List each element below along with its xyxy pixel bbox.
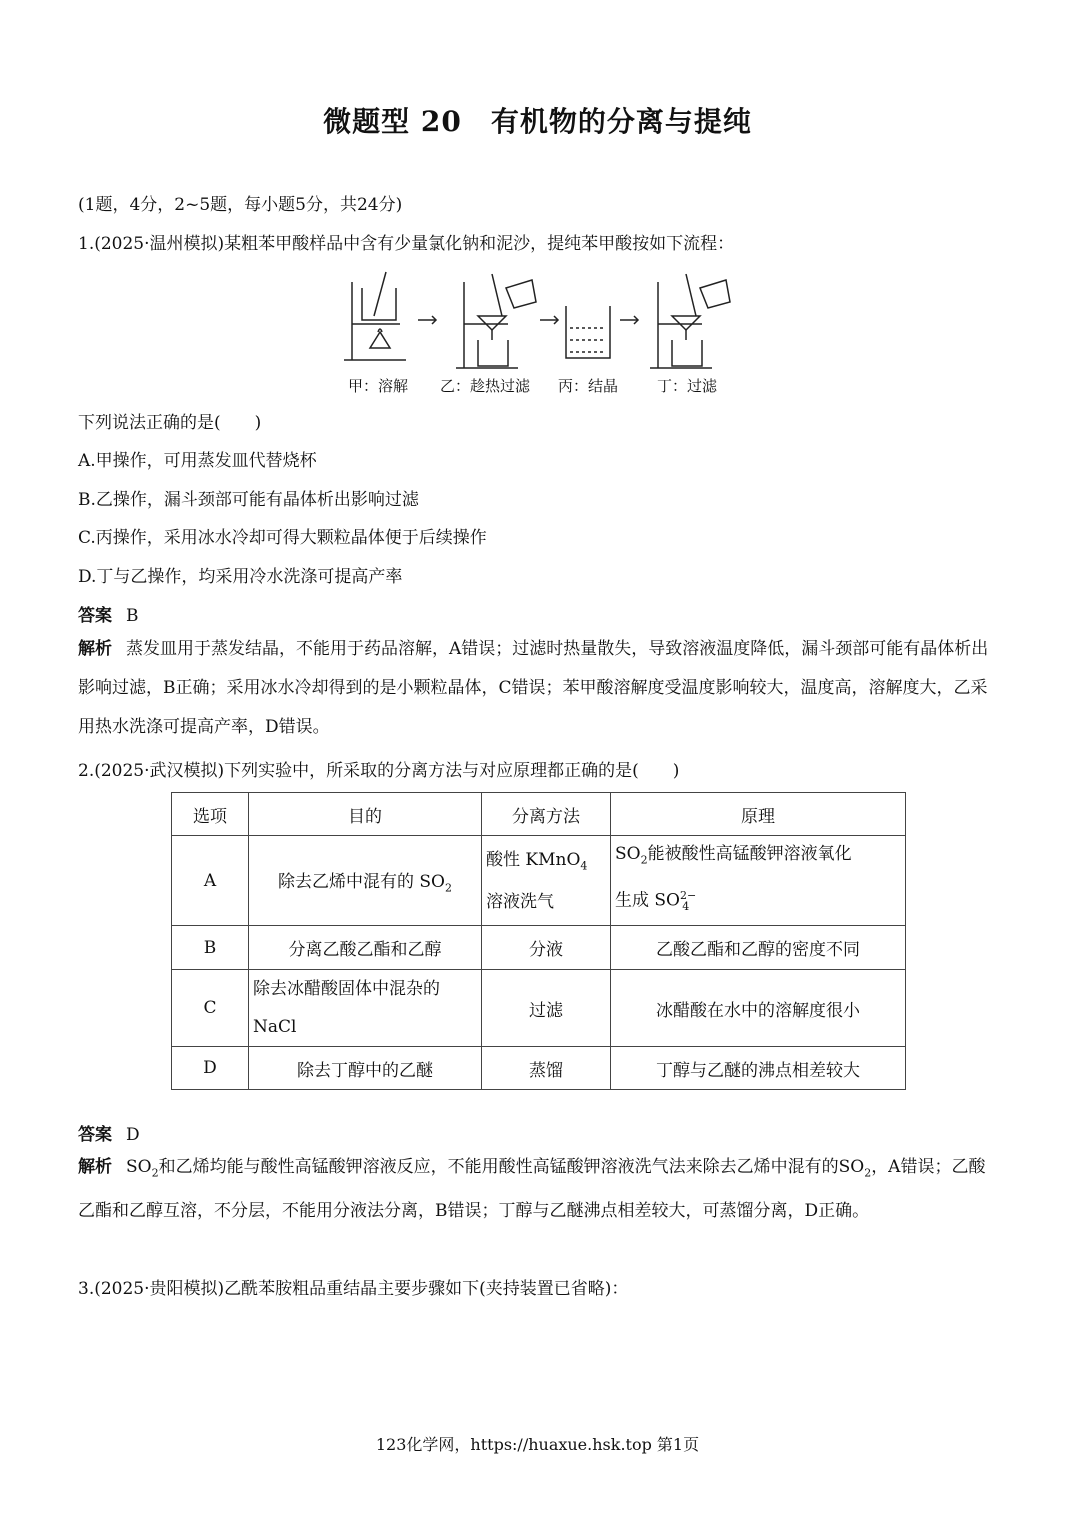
table-row: [172, 1047, 906, 1090]
caption-ding: 丁：过滤: [657, 377, 718, 395]
caption-yi: 乙：趁热过滤: [440, 377, 531, 395]
table-cell: 冰醋酸在水中的溶解度很小: [611, 970, 906, 1047]
table-cell: 乙酸乙酯和乙醇的密度不同: [611, 926, 906, 970]
table-cell: $SO_2$能被酸性高锰酸钾溶液氧化 生成 $SO^{2-}_4$: [611, 836, 906, 926]
table-cell: 过滤: [482, 970, 611, 1047]
q3-stem: 3.(2025·贵阳模拟)乙酰苯胺粗品重结晶主要步骤如下(夹持装置已省略)：: [78, 1279, 629, 1299]
q2-analysis: 解析 $SO_2$和乙烯均能与酸性高锰酸钾溶液反应，不能用酸性高锰酸钾溶液洗气法来除去乙烯中混有的$SO_2$，A错误；乙酸乙酯和乙醇互溶，不分层，不能用分液法分离，B错误；丁醇与乙醚沸点相差较大，可蒸馏分离，D正确。: [78, 1157, 986, 1222]
page-footer: 123化学网，https://huaxue.hsk.top 第1页: [375, 1435, 700, 1454]
q1-option-a: A.甲操作，可用蒸发皿代替烧杯: [78, 451, 317, 471]
table-cell: 丁醇与乙醚的沸点相差较大: [611, 1047, 906, 1090]
table-cell: 分液: [482, 926, 611, 970]
answer-value: D: [126, 1125, 140, 1145]
table-header: 选项: [172, 793, 249, 836]
q2-answer: [78, 1120, 140, 1145]
table-cell: C: [172, 970, 249, 1047]
q1-analysis: [78, 630, 998, 747]
table-cell: A: [172, 836, 249, 926]
table-row: [172, 926, 906, 970]
table-cell: 除去丁醇中的乙醚: [249, 1047, 482, 1090]
table-row: [172, 970, 906, 1047]
table-header: 目的: [249, 793, 482, 836]
q1-option-b: B.乙操作，漏斗颈部可能有晶体析出影响过滤: [78, 490, 419, 510]
options-table: [171, 792, 906, 1090]
table-cell: 蒸馏: [482, 1047, 611, 1090]
table-header: 分离方法: [482, 793, 611, 836]
q2-stem: 2.(2025·武汉模拟)下列实验中，所采取的分离方法与对应原理都正确的是( ): [78, 761, 680, 781]
scoring-note: (1题，4分，2~5题，每小题5分，共24分): [78, 195, 403, 215]
answer-label: 答案: [78, 1125, 112, 1145]
table-cell: B: [172, 926, 249, 970]
analysis-label: 解析: [78, 1157, 112, 1177]
analysis-label: 解析: [78, 639, 112, 659]
analysis-text: 蒸发皿用于蒸发结晶，不能用于药品溶解，A错误；过滤时热量散失，导致溶液温度降低，漏斗颈部可能有晶体析出影响过滤，B正确；采用冰水冷却得到的是小颗粒晶体，C错误；苯甲酸溶解度受温度影响较大，温度高，溶解度大，乙采用热水洗涤可提高产率，D错误。: [78, 639, 989, 737]
table-cell: 除去乙烯中混有的 $SO_2$: [249, 836, 482, 926]
page-title: 微题型 20 有机物的分离与提纯: [323, 105, 752, 138]
table-cell: 分离乙酸乙酯和乙醇: [249, 926, 482, 970]
caption-jia: 甲：溶解: [348, 377, 409, 395]
q1-option-d: D.丁与乙操作，均采用冷水洗涤可提高产率: [78, 567, 403, 587]
q1-answer: [78, 601, 139, 626]
answer-label: 答案: [78, 606, 112, 626]
q1-stem: 1.(2025·温州模拟)某粗苯甲酸样品中含有少量氯化钠和泥沙，提纯苯甲酸按如下流程：: [78, 234, 735, 254]
table-header: 原理: [611, 793, 906, 836]
table-cell: 除去冰醋酸固体中混杂的NaCl: [249, 970, 482, 1047]
q1-option-c: C.丙操作，采用冰水冷却可得大颗粒晶体便于后续操作: [78, 528, 487, 548]
table-cell: D: [172, 1047, 249, 1090]
table-row: [172, 836, 906, 926]
caption-bing: 丙：结晶: [558, 377, 619, 395]
table-header-row: [172, 793, 906, 836]
table-cell: 酸性 KMnO$_4$ 溶液洗气: [482, 836, 611, 926]
q1-question: 下列说法正确的是( ): [78, 413, 262, 433]
answer-value: B: [126, 606, 139, 626]
